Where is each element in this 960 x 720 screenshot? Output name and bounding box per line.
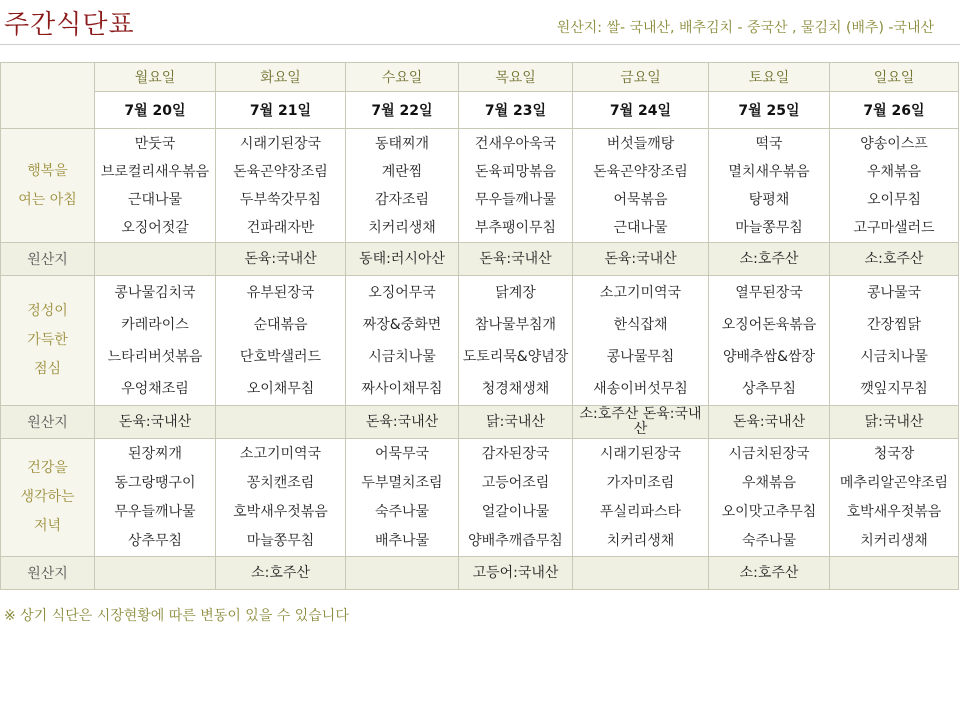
- day-header: 월요일: [95, 63, 216, 92]
- meal-cell: [459, 439, 573, 557]
- meal-cell: [709, 439, 830, 557]
- origin-value: 돈육:국내산: [709, 406, 830, 439]
- origin-value: 소:호주산: [709, 557, 830, 590]
- origin-row: [1, 406, 959, 439]
- dish-item: 열무된장국: [735, 284, 803, 301]
- dish-item: 청국장: [873, 446, 915, 462]
- origin-value: [830, 557, 959, 590]
- meal-label-line: 정성이: [27, 303, 68, 319]
- dish-item: 우채볶음: [866, 163, 922, 180]
- date-header: 7월 20일: [95, 92, 216, 129]
- day-header: 일요일: [830, 63, 959, 92]
- origin-label: 원산지: [1, 243, 95, 276]
- dish-item: 호박새우젓볶음: [233, 504, 328, 520]
- date-header: 7월 23일: [459, 92, 573, 129]
- date-header: 7월 26일: [830, 92, 959, 129]
- title-divider: [0, 44, 960, 45]
- dish-item: 근대나물: [613, 219, 668, 236]
- dish-item: 동태찌개: [374, 135, 430, 152]
- dish-item: 어묵볶음: [613, 191, 668, 208]
- origin-value: 동태:러시아산: [346, 243, 459, 276]
- dish-item: 오이채무침: [246, 380, 315, 397]
- dish-item: 소고기미역국: [239, 446, 322, 462]
- dish-item: 감자된장국: [481, 446, 550, 462]
- date-header: 7월 21일: [216, 92, 346, 129]
- meal-cell: [459, 276, 573, 406]
- dish-item: 치커리생채: [606, 533, 675, 549]
- dish-item: 호박새우젓볶음: [846, 504, 942, 520]
- dish-item: 얼갈이나물: [481, 504, 550, 520]
- dish-item: 우엉채조림: [121, 380, 189, 397]
- footnote: ※ 상기 식단은 시장현황에 따른 변동이 있을 수 있습니다: [4, 608, 349, 624]
- meal-cell: [830, 129, 959, 243]
- origin-value: [95, 243, 216, 276]
- dish-item: 멸치새우볶음: [728, 163, 810, 180]
- dish-item: 감자조림: [374, 191, 430, 208]
- origin-row: [1, 557, 959, 590]
- meal-label-line: 점심: [33, 361, 62, 377]
- meal-cell: [709, 129, 830, 243]
- meal-label-line: 여는 아침: [18, 191, 77, 208]
- dish-item: 양배추깨즙무침: [468, 533, 563, 549]
- dish-item: 어묵무국: [374, 446, 430, 462]
- meal-cell: [573, 439, 709, 557]
- dish-item: 닭계장: [495, 284, 536, 301]
- origin-value: 닭:국내산: [459, 406, 573, 439]
- dish-item: 소고기미역국: [599, 284, 682, 301]
- dish-item: 콩나물무침: [606, 348, 675, 365]
- origin-value: 돈육:국내산: [216, 243, 346, 276]
- dish-item: 간장찜닭: [866, 316, 922, 333]
- meal-row: [1, 276, 959, 406]
- dish-item: 시금치나물: [860, 348, 928, 365]
- origin-value: 돈육:국내산: [95, 406, 216, 439]
- origin-label: 원산지: [1, 406, 95, 439]
- dish-item: 돈육곤약장조림: [593, 163, 688, 180]
- dish-item: 상추무침: [127, 533, 183, 549]
- day-header: 목요일: [459, 63, 573, 92]
- dish-item: 마늘쫑무침: [735, 219, 803, 236]
- dish-item: 고등어조림: [481, 475, 550, 491]
- meal-row: [1, 129, 959, 243]
- dish-item: 콩나물국: [866, 284, 922, 301]
- dish-item: 치커리생채: [860, 533, 928, 549]
- dish-item: 콩나물김치국: [114, 284, 196, 301]
- dish-item: 양송이스프: [860, 135, 928, 152]
- origin-value: 고등어:국내산: [459, 557, 573, 590]
- dish-item: 단호박샐러드: [239, 348, 322, 365]
- meal-label-line: 저녁: [33, 518, 62, 534]
- meal-cell: [216, 129, 346, 243]
- dish-item: 순대볶음: [253, 316, 308, 333]
- dish-item: 짜장&중화면: [362, 316, 442, 333]
- meal-cell: [573, 276, 709, 406]
- origin-value: 소:호주산: [216, 557, 346, 590]
- dish-item: 계란찜: [381, 163, 423, 180]
- origin-label: 원산지: [1, 557, 95, 590]
- meal-label: [1, 276, 95, 406]
- dish-item: 고구마샐러드: [853, 219, 935, 236]
- page-title: 주간식단표: [4, 10, 135, 40]
- dish-item: 돈육곤약장조림: [233, 163, 328, 180]
- dish-item: 떡국: [755, 135, 783, 152]
- origin-value: 돈육:국내산: [346, 406, 459, 439]
- meal-cell: [95, 439, 216, 557]
- meal-label-line: 생각하는: [20, 489, 75, 505]
- origin-value: 소:호주산: [709, 243, 830, 276]
- meal-label-line: 행복을: [27, 162, 68, 179]
- dish-item: 오이맛고추무침: [721, 504, 817, 520]
- day-header: 화요일: [216, 63, 346, 92]
- dish-item: 도토리묵&양념장: [462, 348, 569, 365]
- dish-item: 청경채생채: [481, 380, 550, 397]
- meal-cell: [830, 276, 959, 406]
- dish-item: 한식잡채: [613, 316, 668, 333]
- dish-item: 근대나물: [127, 191, 183, 208]
- dish-item: 새송이버섯무침: [593, 380, 688, 397]
- origin-row: [1, 243, 959, 276]
- dish-item: 무우들깨나물: [114, 504, 196, 520]
- dish-item: 된장찌개: [127, 446, 183, 462]
- dish-item: 시금치된장국: [728, 446, 810, 462]
- date-header: 7월 22일: [346, 92, 459, 129]
- dish-item: 무우들깨나물: [474, 191, 557, 208]
- meal-cell: [346, 276, 459, 406]
- dish-item: 두부멸치조림: [361, 475, 443, 491]
- weekly-menu-table: [0, 62, 959, 590]
- dish-item: 마늘쫑무침: [246, 533, 315, 549]
- meal-label-line: 건강을: [27, 460, 68, 476]
- day-header: 토요일: [709, 63, 830, 92]
- dish-item: 유부된장국: [246, 284, 315, 301]
- origin-value: 소:호주산: [830, 243, 959, 276]
- meal-cell: [216, 439, 346, 557]
- origin-value: 돈육:국내산: [573, 243, 709, 276]
- meal-cell: [459, 129, 573, 243]
- dish-item: 돈육피망볶음: [474, 163, 557, 180]
- meal-label: [1, 439, 95, 557]
- dish-item: 푸실리파스타: [599, 504, 682, 520]
- meal-cell: [216, 276, 346, 406]
- dish-item: 참나물부침개: [474, 316, 557, 333]
- table-corner: [1, 63, 95, 129]
- origin-value: 소:호주산 돈육:국내산: [573, 406, 709, 439]
- dish-item: 브로컬리새우볶음: [100, 163, 210, 180]
- meal-cell: [830, 439, 959, 557]
- dish-item: 깻잎지무침: [860, 380, 928, 397]
- origin-value: [95, 557, 216, 590]
- dish-item: 짜사이채무침: [361, 380, 443, 397]
- meal-cell: [709, 276, 830, 406]
- dish-item: 탕평채: [748, 191, 790, 208]
- date-header: 7월 25일: [709, 92, 830, 129]
- origin-value: 돈육:국내산: [459, 243, 573, 276]
- date-header: 7월 24일: [573, 92, 709, 129]
- meal-cell: [95, 276, 216, 406]
- dish-item: 우채볶음: [741, 475, 797, 491]
- meal-cell: [346, 129, 459, 243]
- meal-label-line: 가득한: [27, 332, 68, 348]
- dish-item: 꽁치캔조림: [246, 475, 315, 491]
- dish-item: 양배추쌈&쌈장: [722, 348, 816, 365]
- origin-value: [573, 557, 709, 590]
- dish-item: 동그랑땡구이: [114, 475, 196, 491]
- dish-item: 카레라이스: [121, 316, 189, 333]
- meal-cell: [95, 129, 216, 243]
- dish-item: 시금치나물: [368, 348, 436, 365]
- dish-item: 메추리알곤약조림: [839, 475, 949, 491]
- dish-item: 시래기된장국: [599, 446, 682, 462]
- day-header: 금요일: [573, 63, 709, 92]
- day-header-row: [1, 63, 959, 92]
- meal-cell: [573, 129, 709, 243]
- day-header: 수요일: [346, 63, 459, 92]
- origin-value: 닭:국내산: [830, 406, 959, 439]
- dish-item: 건새우아욱국: [474, 135, 557, 152]
- dish-item: 배추나물: [374, 533, 430, 549]
- dish-item: 시래기된장국: [239, 135, 322, 152]
- meal-cell: [346, 439, 459, 557]
- dish-item: 버섯들깨탕: [606, 135, 675, 152]
- dish-item: 오징어젓갈: [121, 219, 189, 236]
- dish-item: 가자미조림: [606, 475, 675, 491]
- dish-item: 건파래자반: [246, 219, 315, 236]
- origin-note: 원산지: 쌀- 국내산, 배추김치 - 중국산 , 물김치 (배추) -국내산: [556, 20, 934, 36]
- dish-item: 부추팽이무침: [474, 219, 557, 236]
- meal-row: [1, 439, 959, 557]
- dish-item: 숙주나물: [374, 504, 430, 520]
- dish-item: 오징어돈육볶음: [721, 316, 817, 333]
- dish-item: 오이무침: [866, 191, 922, 208]
- dish-item: 오징어무국: [368, 284, 436, 301]
- dish-item: 느타리버섯볶음: [107, 348, 203, 365]
- dish-item: 상추무침: [741, 380, 797, 397]
- dish-item: 숙주나물: [741, 533, 797, 549]
- origin-value: [216, 406, 346, 439]
- dish-item: 치커리생채: [368, 219, 436, 236]
- date-header-row: [1, 92, 959, 129]
- origin-value: [346, 557, 459, 590]
- dish-item: 두부쑥갓무침: [239, 191, 322, 208]
- dish-item: 만둣국: [134, 135, 176, 152]
- meal-label: [1, 129, 95, 243]
